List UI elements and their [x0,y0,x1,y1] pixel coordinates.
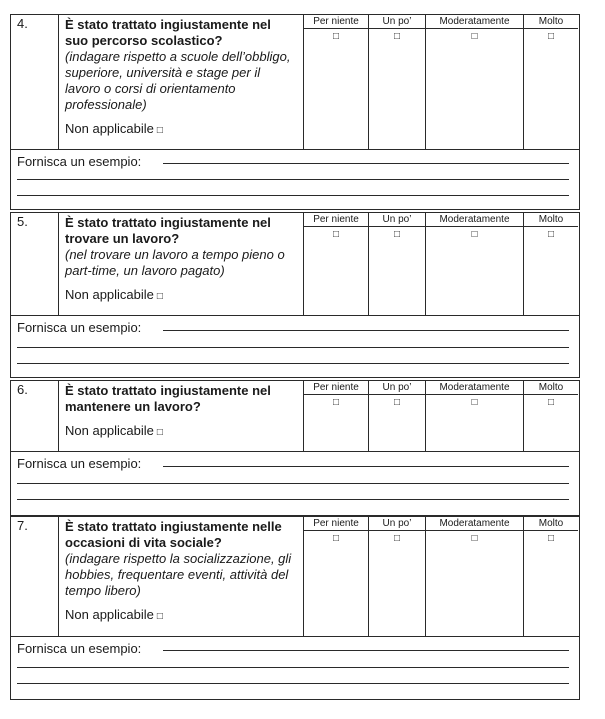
question-number: 6. [11,381,59,451]
option-label: Per niente [304,15,368,29]
option-label: Molto [524,517,578,531]
question-note: (indagare rispetto la socializzazione, gli hobbies, frequentare eventi, attività del tempo libero) [65,551,292,598]
example-section [11,452,579,514]
option-checkbox[interactable]: □ [332,229,340,240]
option-per-niente [304,381,369,451]
option-checkbox[interactable]: □ [471,533,478,544]
option-molto [524,381,578,451]
example-label: Fornisca un esempio: [17,154,142,169]
question-text [59,381,304,451]
example-label: Fornisca un esempio: [17,320,142,335]
example-section [11,316,579,377]
option-label: Per niente [304,517,368,531]
question-number: 7. [11,517,59,636]
option-label: Per niente [304,381,368,395]
example-answer-line[interactable] [17,499,569,500]
option-checkbox[interactable]: □ [547,31,555,42]
example-answer-line[interactable] [163,650,569,651]
option-per-niente [304,517,369,636]
option-un-po [369,213,426,315]
example-label: Fornisca un esempio: [17,641,142,656]
question-title: È stato trattato ingiustamente nel trovare un lavoro? [65,215,271,246]
question-number: 5. [11,213,59,315]
option-label: Un po’ [369,213,425,227]
example-answer-line[interactable] [163,466,569,467]
not-applicable-label: Non applicabile [65,607,154,622]
option-label: Un po’ [369,381,425,395]
option-moderatamente [426,15,524,149]
example-answer-line[interactable] [163,330,569,331]
option-label: Moderatamente [426,15,523,29]
not-applicable-label: Non applicabile [65,423,154,438]
option-per-niente [304,213,369,315]
not-applicable-option[interactable] [65,287,297,305]
question-row [11,381,579,452]
not-applicable-option[interactable] [65,607,297,625]
option-checkbox[interactable]: □ [547,533,555,544]
option-checkbox[interactable]: □ [547,397,555,408]
option-checkbox[interactable]: □ [332,533,340,544]
question-title: È stato trattato ingiustamente nelle occasioni di vita sociale? [65,519,282,550]
example-answer-line[interactable] [17,683,569,684]
question-text [59,15,304,149]
option-checkbox[interactable]: □ [393,229,401,240]
not-applicable-option[interactable] [65,423,297,441]
option-label: Molto [524,381,578,395]
option-label: Moderatamente [426,213,523,227]
option-label: Un po’ [369,15,425,29]
option-checkbox[interactable]: □ [471,229,478,240]
option-label: Molto [524,15,578,29]
option-checkbox[interactable]: □ [393,31,401,42]
example-answer-line[interactable] [17,363,569,364]
option-checkbox[interactable]: □ [471,397,478,408]
option-label: Un po’ [369,517,425,531]
not-applicable-checkbox[interactable]: □ [156,611,163,622]
question-block-5 [10,212,580,378]
option-checkbox[interactable]: □ [547,229,555,240]
not-applicable-option[interactable] [65,121,297,139]
option-molto [524,517,578,636]
example-section [11,150,579,209]
example-answer-line[interactable] [17,195,569,196]
not-applicable-label: Non applicabile [65,121,154,136]
option-label: Molto [524,213,578,227]
question-title: È stato trattato ingiustamente nel suo percorso scolastico? [65,17,271,48]
option-per-niente [304,15,369,149]
option-label: Moderatamente [426,517,523,531]
example-answer-line[interactable] [17,483,569,484]
question-number: 4. [11,15,59,149]
option-un-po [369,517,426,636]
question-title: È stato trattato ingiustamente nel mantenere un lavoro? [65,383,271,414]
option-un-po [369,15,426,149]
option-molto [524,213,578,315]
option-checkbox[interactable]: □ [332,397,340,408]
example-label: Fornisca un esempio: [17,456,142,471]
question-text [59,213,304,315]
not-applicable-label: Non applicabile [65,287,154,302]
example-answer-line[interactable] [17,347,569,348]
question-note: (indagare rispetto a scuole dell’obbligo, superiore, università e stage per il lavoro o corsi di orientamento professionale) [65,49,291,112]
option-label: Per niente [304,213,368,227]
example-section [11,637,579,698]
question-block-6 [10,380,580,516]
option-un-po [369,381,426,451]
example-answer-line[interactable] [17,179,569,180]
question-row [11,213,579,316]
example-answer-line[interactable] [17,667,569,668]
question-block-4 [10,14,580,210]
question-row [11,15,579,150]
not-applicable-checkbox[interactable]: □ [156,427,163,438]
option-checkbox[interactable]: □ [393,533,401,544]
option-moderatamente [426,213,524,315]
option-molto [524,15,578,149]
option-checkbox[interactable]: □ [471,31,478,42]
not-applicable-checkbox[interactable]: □ [156,291,163,302]
question-text [59,517,304,636]
option-checkbox[interactable]: □ [393,397,401,408]
option-label: Moderatamente [426,381,523,395]
option-moderatamente [426,517,524,636]
question-row [11,517,579,637]
option-checkbox[interactable]: □ [332,31,340,42]
question-note: (nel trovare un lavoro a tempo pieno o part-time, un lavoro pagato) [65,247,285,278]
example-answer-line[interactable] [163,163,569,164]
question-block-7 [10,516,580,700]
not-applicable-checkbox[interactable]: □ [156,125,163,136]
option-moderatamente [426,381,524,451]
